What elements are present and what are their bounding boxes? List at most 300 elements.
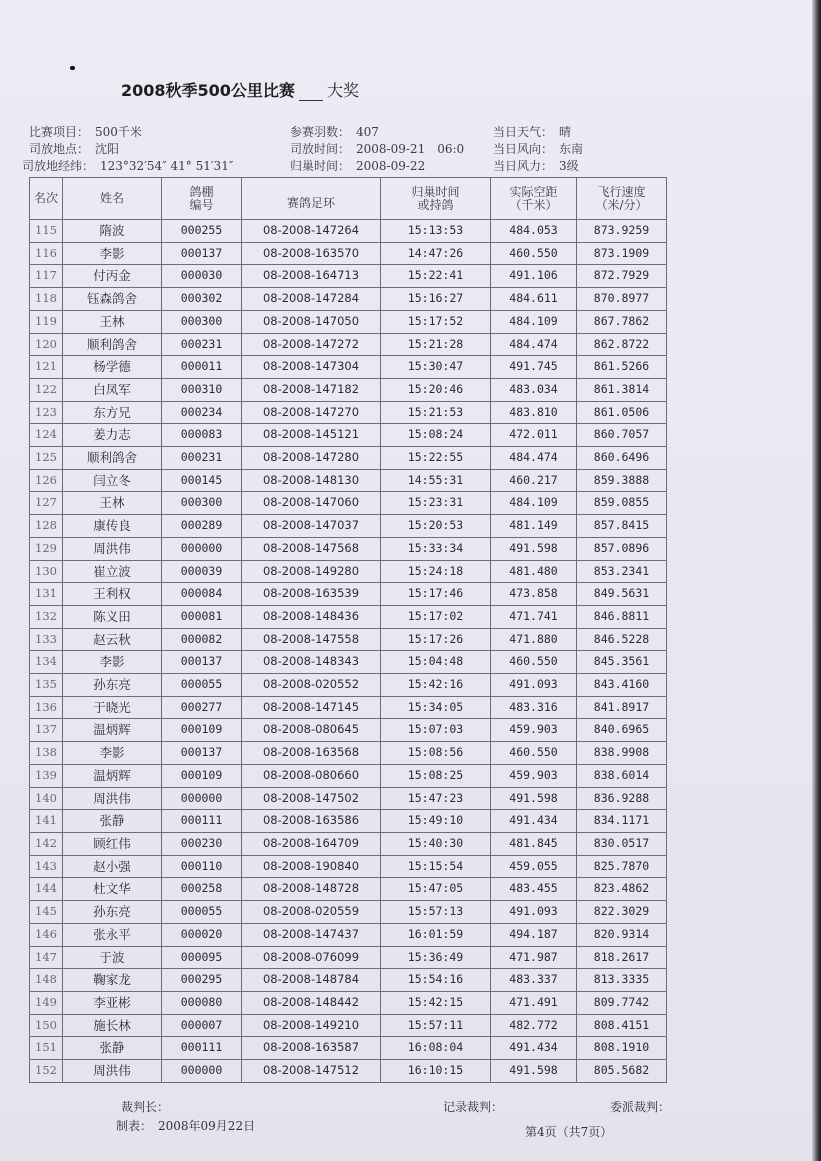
info-wind-force <box>493 157 579 174</box>
cell-speed: 808.1910 <box>577 1037 667 1060</box>
footer-page-number: 第4页（共7页） <box>525 1125 613 1139</box>
cell-speed: 860.7057 <box>577 424 667 447</box>
table-row <box>30 719 667 742</box>
cell-name: 康传良 <box>63 515 162 538</box>
footer-chief-judge: 裁判长： <box>121 1100 170 1114</box>
cell-speed: 838.9908 <box>577 742 667 765</box>
cell-arrival: 16:01:59 <box>381 923 491 946</box>
title-award: 大奖 <box>326 81 359 100</box>
cell-distance: 459.903 <box>491 719 577 742</box>
cell-distance: 491.745 <box>491 356 577 379</box>
cell-ring: 08-2008-147270 <box>242 401 381 424</box>
table-row <box>30 469 667 492</box>
cell-name: 顺利鸽舍 <box>63 447 162 470</box>
cell-distance: 483.337 <box>491 969 577 992</box>
cell-name: 李影 <box>63 651 162 674</box>
table-row <box>30 242 667 265</box>
table-row <box>30 810 667 833</box>
cell-arrival: 15:20:46 <box>381 378 491 401</box>
cell-ring: 08-2008-147264 <box>242 220 381 243</box>
cell-arrival: 15:08:24 <box>381 424 491 447</box>
cell-rank: 134 <box>30 651 63 674</box>
cell-distance: 460.550 <box>491 242 577 265</box>
header-arrival-line2: 或持鸽 <box>417 197 454 212</box>
cell-loft: 000302 <box>162 288 242 311</box>
cell-rank: 150 <box>30 1014 63 1037</box>
cell-name: 顾红伟 <box>63 832 162 855</box>
table-row <box>30 288 667 311</box>
cell-loft: 000231 <box>162 447 242 470</box>
cell-ring: 08-2008-148442 <box>242 991 381 1014</box>
cell-loft: 000234 <box>162 401 242 424</box>
cell-distance: 494.187 <box>491 923 577 946</box>
cell-arrival: 15:21:28 <box>381 333 491 356</box>
cell-speed: 805.5682 <box>577 1060 667 1083</box>
cell-rank: 140 <box>30 787 63 810</box>
cell-speed: 861.3814 <box>577 378 667 401</box>
cell-distance: 483.034 <box>491 378 577 401</box>
cell-speed: 861.0506 <box>577 401 667 424</box>
cell-distance: 491.434 <box>491 810 577 833</box>
cell-distance: 484.611 <box>491 288 577 311</box>
info-coords-value: 123°32′54″ 41° 51′31″ <box>100 159 234 173</box>
cell-arrival: 15:24:18 <box>381 560 491 583</box>
cell-name: 隋波 <box>63 220 162 243</box>
cell-speed: 859.0855 <box>577 492 667 515</box>
cell-speed: 836.9288 <box>577 787 667 810</box>
cell-rank: 132 <box>30 605 63 628</box>
cell-distance: 491.434 <box>491 1037 577 1060</box>
header-name: 姓名 <box>63 178 162 220</box>
info-coords <box>22 157 233 174</box>
cell-arrival: 15:33:34 <box>381 537 491 560</box>
cell-ring: 08-2008-147050 <box>242 310 381 333</box>
cell-distance: 471.987 <box>491 946 577 969</box>
table-row <box>30 310 667 333</box>
table-row <box>30 651 667 674</box>
table-row <box>30 356 667 379</box>
cell-loft: 000000 <box>162 1060 242 1083</box>
table-row <box>30 855 667 878</box>
cell-ring: 08-2008-148130 <box>242 469 381 492</box>
cell-arrival: 15:47:05 <box>381 878 491 901</box>
cell-arrival: 16:08:04 <box>381 1037 491 1060</box>
cell-arrival: 15:17:52 <box>381 310 491 333</box>
table-row <box>30 787 667 810</box>
cell-ring: 08-2008-147568 <box>242 537 381 560</box>
cell-ring: 08-2008-147284 <box>242 288 381 311</box>
header-ring: 赛鸽足环 <box>242 178 381 220</box>
header-distance-line2: （千米） <box>509 197 558 212</box>
cell-arrival: 15:17:26 <box>381 628 491 651</box>
cell-arrival: 14:55:31 <box>381 469 491 492</box>
info-release-place-value: 沈阳 <box>95 142 120 156</box>
results-table <box>29 177 667 1083</box>
cell-arrival: 15:17:46 <box>381 583 491 606</box>
table-row <box>30 333 667 356</box>
scan-edge-shadow <box>812 0 821 1161</box>
cell-arrival: 15:16:27 <box>381 288 491 311</box>
cell-arrival: 15:20:53 <box>381 515 491 538</box>
cell-rank: 116 <box>30 242 63 265</box>
cell-arrival: 14:47:26 <box>381 242 491 265</box>
header-arrival <box>381 178 491 220</box>
cell-speed: 861.5266 <box>577 356 667 379</box>
cell-distance: 483.316 <box>491 696 577 719</box>
cell-ring: 08-2008-148436 <box>242 605 381 628</box>
cell-ring: 08-2008-147280 <box>242 447 381 470</box>
cell-speed: 849.5631 <box>577 583 667 606</box>
cell-distance: 471.880 <box>491 628 577 651</box>
info-release-place <box>29 140 119 157</box>
cell-loft: 000007 <box>162 1014 242 1037</box>
info-coords-label: 司放地经纬： <box>22 159 95 173</box>
cell-name: 李亚彬 <box>63 991 162 1014</box>
cell-loft: 000082 <box>162 628 242 651</box>
info-return-time <box>290 157 425 174</box>
cell-arrival: 15:42:16 <box>381 674 491 697</box>
info-release-time-label: 司放时间： <box>290 142 351 156</box>
cell-speed: 813.3335 <box>577 969 667 992</box>
cell-loft: 000289 <box>162 515 242 538</box>
cell-speed: 867.7862 <box>577 310 667 333</box>
footer-prepared: 制表： 2008年09月22日 <box>116 1119 256 1133</box>
cell-rank: 152 <box>30 1060 63 1083</box>
cell-speed: 853.2341 <box>577 560 667 583</box>
cell-speed: 846.5228 <box>577 628 667 651</box>
cell-speed: 845.3561 <box>577 651 667 674</box>
cell-speed: 808.4151 <box>577 1014 667 1037</box>
cell-distance: 481.149 <box>491 515 577 538</box>
cell-loft: 000020 <box>162 923 242 946</box>
cell-ring: 08-2008-020552 <box>242 674 381 697</box>
cell-rank: 124 <box>30 424 63 447</box>
info-wind-dir-value: 东南 <box>559 142 584 156</box>
cell-ring: 08-2008-020559 <box>242 901 381 924</box>
cell-loft: 000030 <box>162 265 242 288</box>
info-weather-label: 当日天气： <box>493 125 554 139</box>
cell-rank: 117 <box>30 265 63 288</box>
cell-speed: 860.6496 <box>577 447 667 470</box>
cell-arrival: 15:54:16 <box>381 969 491 992</box>
cell-ring: 08-2008-076099 <box>242 946 381 969</box>
info-return-time-value: 2008-09-22 <box>356 159 426 173</box>
cell-arrival: 15:21:53 <box>381 401 491 424</box>
cell-name: 张静 <box>63 1037 162 1060</box>
cell-distance: 472.011 <box>491 424 577 447</box>
cell-arrival: 15:07:03 <box>381 719 491 742</box>
cell-arrival: 15:23:31 <box>381 492 491 515</box>
cell-loft: 000310 <box>162 378 242 401</box>
cell-arrival: 15:42:15 <box>381 991 491 1014</box>
info-birds-value: 407 <box>356 125 379 139</box>
cell-rank: 149 <box>30 991 63 1014</box>
header-speed <box>577 178 667 220</box>
cell-loft: 000095 <box>162 946 242 969</box>
cell-rank: 122 <box>30 378 63 401</box>
cell-loft: 000300 <box>162 492 242 515</box>
table-row <box>30 901 667 924</box>
cell-distance: 471.491 <box>491 991 577 1014</box>
cell-speed: 872.7929 <box>577 265 667 288</box>
cell-name: 杜文华 <box>63 878 162 901</box>
table-row <box>30 1037 667 1060</box>
cell-loft: 000295 <box>162 969 242 992</box>
cell-loft: 000083 <box>162 424 242 447</box>
cell-distance: 460.550 <box>491 742 577 765</box>
cell-rank: 131 <box>30 583 63 606</box>
cell-ring: 08-2008-147558 <box>242 628 381 651</box>
table-row <box>30 515 667 538</box>
cell-rank: 144 <box>30 878 63 901</box>
cell-rank: 137 <box>30 719 63 742</box>
cell-loft: 000258 <box>162 878 242 901</box>
cell-ring: 08-2008-147304 <box>242 356 381 379</box>
header-distance <box>491 178 577 220</box>
header-speed-line1: 飞行速度 <box>597 184 646 199</box>
cell-speed: 873.1909 <box>577 242 667 265</box>
cell-arrival: 15:49:10 <box>381 810 491 833</box>
cell-rank: 127 <box>30 492 63 515</box>
cell-name: 于波 <box>63 946 162 969</box>
header-arrival-line1: 归巢时间 <box>411 184 460 199</box>
cell-ring: 08-2008-147512 <box>242 1060 381 1083</box>
cell-name: 李影 <box>63 742 162 765</box>
cell-arrival: 15:13:53 <box>381 220 491 243</box>
cell-rank: 119 <box>30 310 63 333</box>
footer-assigned-judge: 委派裁判： <box>610 1100 671 1114</box>
cell-name: 张永平 <box>63 923 162 946</box>
cell-name: 顺利鸽舍 <box>63 333 162 356</box>
table-row <box>30 583 667 606</box>
cell-distance: 484.109 <box>491 310 577 333</box>
cell-ring: 08-2008-080660 <box>242 764 381 787</box>
cell-rank: 115 <box>30 220 63 243</box>
table-row <box>30 605 667 628</box>
cell-distance: 459.055 <box>491 855 577 878</box>
table-header-row <box>30 178 667 220</box>
header-loft-line1: 鸽棚 <box>189 184 214 199</box>
cell-arrival: 15:17:02 <box>381 605 491 628</box>
cell-ring: 08-2008-148728 <box>242 878 381 901</box>
cell-ring: 08-2008-164713 <box>242 265 381 288</box>
cell-ring: 08-2008-147182 <box>242 378 381 401</box>
cell-rank: 123 <box>30 401 63 424</box>
cell-rank: 136 <box>30 696 63 719</box>
cell-arrival: 16:10:15 <box>381 1060 491 1083</box>
cell-name: 钰森鸽舍 <box>63 288 162 311</box>
table-row <box>30 560 667 583</box>
cell-rank: 148 <box>30 969 63 992</box>
header-loft-line2: 编号 <box>189 197 214 212</box>
cell-distance: 473.858 <box>491 583 577 606</box>
results-body <box>30 220 667 1083</box>
cell-distance: 481.480 <box>491 560 577 583</box>
cell-ring: 08-2008-147272 <box>242 333 381 356</box>
table-row <box>30 696 667 719</box>
cell-speed: 846.8811 <box>577 605 667 628</box>
cell-distance: 459.903 <box>491 764 577 787</box>
cell-name: 东方兄 <box>63 401 162 424</box>
cell-arrival: 15:30:47 <box>381 356 491 379</box>
cell-ring: 08-2008-145121 <box>242 424 381 447</box>
cell-arrival: 15:36:49 <box>381 946 491 969</box>
cell-loft: 000111 <box>162 810 242 833</box>
info-wind-dir-label: 当日风向： <box>493 142 554 156</box>
cell-loft: 000000 <box>162 787 242 810</box>
cell-name: 赵小强 <box>63 855 162 878</box>
cell-name: 杨学德 <box>63 356 162 379</box>
cell-rank: 120 <box>30 333 63 356</box>
cell-rank: 128 <box>30 515 63 538</box>
cell-name: 于晓光 <box>63 696 162 719</box>
cell-speed: 840.6965 <box>577 719 667 742</box>
cell-loft: 000084 <box>162 583 242 606</box>
cell-loft: 000137 <box>162 742 242 765</box>
cell-rank: 121 <box>30 356 63 379</box>
cell-arrival: 15:47:23 <box>381 787 491 810</box>
table-row <box>30 923 667 946</box>
cell-distance: 484.053 <box>491 220 577 243</box>
cell-name: 白凤军 <box>63 378 162 401</box>
info-birds <box>290 123 379 140</box>
table-row <box>30 878 667 901</box>
info-event <box>29 123 142 140</box>
cell-rank: 135 <box>30 674 63 697</box>
cell-rank: 151 <box>30 1037 63 1060</box>
cell-speed: 818.2617 <box>577 946 667 969</box>
cell-speed: 843.4160 <box>577 674 667 697</box>
cell-loft: 000055 <box>162 901 242 924</box>
cell-ring: 08-2008-163587 <box>242 1037 381 1060</box>
cell-distance: 481.845 <box>491 832 577 855</box>
cell-loft: 000039 <box>162 560 242 583</box>
cell-name: 孙东亮 <box>63 674 162 697</box>
cell-loft: 000137 <box>162 651 242 674</box>
cell-ring: 08-2008-163539 <box>242 583 381 606</box>
cell-speed: 809.7742 <box>577 991 667 1014</box>
table-row <box>30 674 667 697</box>
cell-name: 陈义田 <box>63 605 162 628</box>
table-row <box>30 265 667 288</box>
table-row <box>30 537 667 560</box>
cell-rank: 147 <box>30 946 63 969</box>
cell-speed: 870.8977 <box>577 288 667 311</box>
cell-speed: 823.4862 <box>577 878 667 901</box>
cell-ring: 08-2008-190840 <box>242 855 381 878</box>
cell-name: 李影 <box>63 242 162 265</box>
table-row <box>30 447 667 470</box>
cell-rank: 145 <box>30 901 63 924</box>
cell-name: 施长林 <box>63 1014 162 1037</box>
cell-speed: 841.8917 <box>577 696 667 719</box>
cell-distance: 491.598 <box>491 787 577 810</box>
cell-rank: 129 <box>30 537 63 560</box>
header-loft <box>162 178 242 220</box>
cell-ring: 08-2008-147145 <box>242 696 381 719</box>
cell-loft: 000080 <box>162 991 242 1014</box>
cell-distance: 491.598 <box>491 537 577 560</box>
cell-ring: 08-2008-147502 <box>242 787 381 810</box>
table-row <box>30 1060 667 1083</box>
cell-loft: 000110 <box>162 855 242 878</box>
info-release-place-label: 司放地点： <box>29 142 90 156</box>
info-wind-force-label: 当日风力： <box>493 159 554 173</box>
cell-ring: 08-2008-149280 <box>242 560 381 583</box>
cell-arrival: 15:22:41 <box>381 265 491 288</box>
cell-arrival: 15:04:48 <box>381 651 491 674</box>
cell-arrival: 15:57:11 <box>381 1014 491 1037</box>
cell-loft: 000145 <box>162 469 242 492</box>
cell-loft: 000277 <box>162 696 242 719</box>
ink-dot <box>70 66 75 70</box>
cell-loft: 000000 <box>162 537 242 560</box>
cell-name: 崔立波 <box>63 560 162 583</box>
table-row <box>30 378 667 401</box>
cell-ring: 08-2008-163586 <box>242 810 381 833</box>
cell-name: 周洪伟 <box>63 1060 162 1083</box>
cell-rank: 142 <box>30 832 63 855</box>
cell-arrival: 15:34:05 <box>381 696 491 719</box>
table-row <box>30 832 667 855</box>
cell-rank: 118 <box>30 288 63 311</box>
cell-distance: 460.550 <box>491 651 577 674</box>
info-event-label: 比赛项目： <box>29 125 90 139</box>
cell-speed: 862.8722 <box>577 333 667 356</box>
info-weather <box>493 123 571 140</box>
header-speed-line2: （米/分） <box>595 197 648 212</box>
table-row <box>30 628 667 651</box>
cell-distance: 491.093 <box>491 674 577 697</box>
cell-loft: 000011 <box>162 356 242 379</box>
cell-distance: 484.474 <box>491 333 577 356</box>
cell-distance: 482.772 <box>491 1014 577 1037</box>
cell-arrival: 15:40:30 <box>381 832 491 855</box>
cell-ring: 08-2008-148343 <box>242 651 381 674</box>
cell-name: 鞠家龙 <box>63 969 162 992</box>
cell-rank: 133 <box>30 628 63 651</box>
cell-loft: 000230 <box>162 832 242 855</box>
cell-arrival: 15:08:25 <box>381 764 491 787</box>
cell-arrival: 15:57:13 <box>381 901 491 924</box>
cell-speed: 822.3029 <box>577 901 667 924</box>
cell-ring: 08-2008-147037 <box>242 515 381 538</box>
cell-rank: 146 <box>30 923 63 946</box>
cell-ring: 08-2008-147437 <box>242 923 381 946</box>
cell-name: 周洪伟 <box>63 537 162 560</box>
cell-speed: 859.3888 <box>577 469 667 492</box>
cell-rank: 130 <box>30 560 63 583</box>
cell-rank: 138 <box>30 742 63 765</box>
info-return-time-label: 归巢时间： <box>290 159 351 173</box>
cell-speed: 825.7870 <box>577 855 667 878</box>
table-row <box>30 220 667 243</box>
cell-distance: 491.093 <box>491 901 577 924</box>
cell-rank: 139 <box>30 764 63 787</box>
cell-loft: 000111 <box>162 1037 242 1060</box>
info-release-time-value: 2008-09-21 06:0 <box>356 142 465 156</box>
cell-name: 王林 <box>63 492 162 515</box>
cell-speed: 830.0517 <box>577 832 667 855</box>
header-rank: 名次 <box>30 178 63 220</box>
cell-distance: 483.455 <box>491 878 577 901</box>
cell-ring: 08-2008-080645 <box>242 719 381 742</box>
info-release-time <box>290 140 464 157</box>
cell-loft: 000231 <box>162 333 242 356</box>
document-title <box>121 78 359 101</box>
cell-rank: 143 <box>30 855 63 878</box>
table-row <box>30 991 667 1014</box>
